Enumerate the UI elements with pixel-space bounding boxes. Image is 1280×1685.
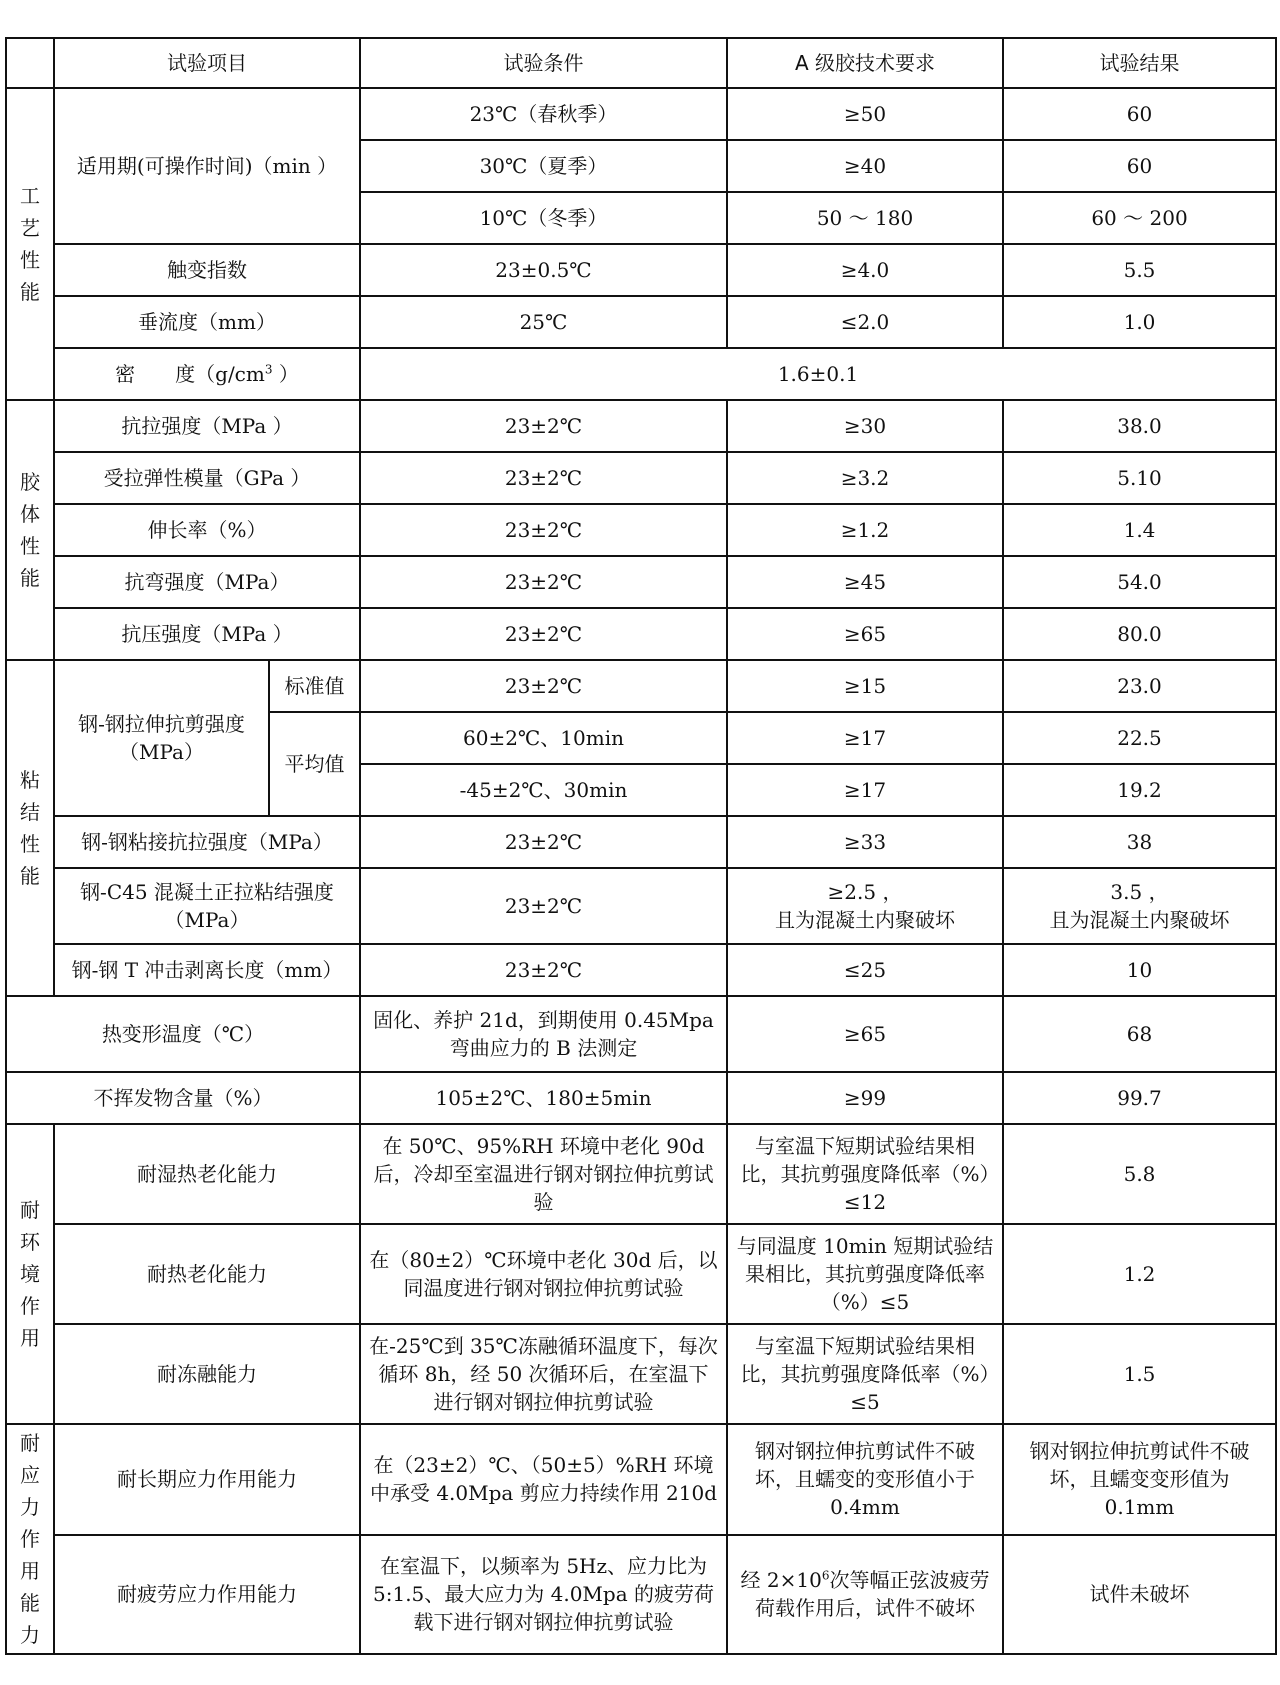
- heat-deflection-requirement: ≥65: [727, 996, 1003, 1072]
- freeze-thaw-condition: 在-25℃到 35℃冻融循环温度下，每次循环 8h，经 50 次循环后，在室温下进行钢对钢拉伸抗剪试验: [360, 1324, 727, 1424]
- long-term-requirement: 钢对钢拉伸抗剪试件不破坏，且蠕变的变形值小于 0.4mm: [727, 1424, 1003, 1535]
- shear-average-result-2: 19.2: [1003, 764, 1276, 816]
- table-row: [6, 1072, 1276, 1124]
- group-label-bond: 粘结性能: [6, 660, 54, 996]
- table-row: [6, 608, 1276, 660]
- table-row: [6, 1124, 1276, 1224]
- heat-aging-item: 耐热老化能力: [54, 1224, 360, 1324]
- group-label-environment: 耐环境作用: [6, 1124, 54, 1424]
- nonvolatile-condition: 105±2℃、180±5min: [360, 1072, 727, 1124]
- heat-deflection-condition: 固化、养护 21d，到期使用 0.45Mpa 弯曲应力的 B 法测定: [360, 996, 727, 1072]
- fatigue-result: 试件未破坏: [1003, 1535, 1276, 1654]
- modulus-result: 5.10: [1003, 452, 1276, 504]
- freeze-thaw-result: 1.5: [1003, 1324, 1276, 1424]
- table-row: [6, 660, 1276, 712]
- concrete-result: 3.5 ， 且为混凝土内聚破坏: [1003, 868, 1276, 944]
- pot-life-requirement-2: ≥40: [727, 140, 1003, 192]
- compressive-requirement: ≥65: [727, 608, 1003, 660]
- peel-condition: 23±2℃: [360, 944, 727, 996]
- fatigue-condition: 在室温下，以频率为 5Hz、应力比为 5:1.5、最大应力为 4.0Mpa 的疲劳荷载下进行钢对钢拉伸抗剪试验: [360, 1535, 727, 1654]
- elongation-item: 伸长率（%）: [54, 504, 360, 556]
- steel-tensile-requirement: ≥33: [727, 816, 1003, 868]
- shear-average-requirement-2: ≥17: [727, 764, 1003, 816]
- table-row: [6, 400, 1276, 452]
- table-row: [6, 816, 1276, 868]
- group-label-stress: 耐应力作用能力: [6, 1424, 54, 1654]
- fatigue-item: 耐疲劳应力作用能力: [54, 1535, 360, 1654]
- modulus-condition: 23±2℃: [360, 452, 727, 504]
- table-row: [6, 244, 1276, 296]
- steel-tensile-item: 钢-钢粘接抗拉强度（MPa）: [54, 816, 360, 868]
- shear-average-condition-2: -45±2℃、30min: [360, 764, 727, 816]
- peel-item: 钢-钢 T 冲击剥离长度（mm）: [54, 944, 360, 996]
- heat-aging-result: 1.2: [1003, 1224, 1276, 1324]
- bending-requirement: ≥45: [727, 556, 1003, 608]
- header-condition: 试验条件: [360, 38, 727, 88]
- table-row: [6, 1224, 1276, 1324]
- peel-result: 10: [1003, 944, 1276, 996]
- bending-condition: 23±2℃: [360, 556, 727, 608]
- fatigue-requirement: 经 $2\times 10^6$次等幅正弦波疲劳荷载作用后，试件不破坏: [727, 1535, 1003, 1654]
- shear-item: 钢-钢拉伸抗剪强度（MPa）: [54, 660, 269, 816]
- humid-aging-requirement: 与室温下短期试验结果相比，其抗剪强度降低率（%）≤12: [727, 1124, 1003, 1224]
- heat-deflection-result: 68: [1003, 996, 1276, 1072]
- shear-average-result-1: 22.5: [1003, 712, 1276, 764]
- table-row: [6, 868, 1276, 944]
- elongation-condition: 23±2℃: [360, 504, 727, 556]
- freeze-thaw-requirement: 与室温下短期试验结果相比，其抗剪强度降低率（%）≤5: [727, 1324, 1003, 1424]
- shear-average-requirement-1: ≥17: [727, 712, 1003, 764]
- concrete-item: 钢-C45 混凝土正拉粘结强度（MPa）: [54, 868, 360, 944]
- nonvolatile-requirement: ≥99: [727, 1072, 1003, 1124]
- header-blank-cell: [6, 38, 54, 88]
- pot-life-requirement-3: 50 ～ 180: [727, 192, 1003, 244]
- header-item: 试验项目: [54, 38, 360, 88]
- modulus-requirement: ≥3.2: [727, 452, 1003, 504]
- header-row: [6, 38, 1276, 88]
- compressive-result: 80.0: [1003, 608, 1276, 660]
- table-row: [6, 944, 1276, 996]
- long-term-item: 耐长期应力作用能力: [54, 1424, 360, 1535]
- freeze-thaw-item: 耐冻融能力: [54, 1324, 360, 1424]
- thixotropic-requirement: ≥4.0: [727, 244, 1003, 296]
- tensile-item: 抗拉强度（MPa ）: [54, 400, 360, 452]
- table-row: [6, 504, 1276, 556]
- table-row: [6, 1535, 1276, 1654]
- table-row: [6, 88, 1276, 140]
- heat-aging-condition: 在（80±2）℃环境中老化 30d 后，以同温度进行钢对钢拉伸抗剪试验: [360, 1224, 727, 1324]
- tensile-result: 38.0: [1003, 400, 1276, 452]
- header-result: 试验结果: [1003, 38, 1276, 88]
- table-row: [6, 348, 1276, 400]
- pot-life-result-2: 60: [1003, 140, 1276, 192]
- shear-standard-result: 23.0: [1003, 660, 1276, 712]
- humid-aging-result: 5.8: [1003, 1124, 1276, 1224]
- concrete-condition: 23±2℃: [360, 868, 727, 944]
- table-row: [6, 296, 1276, 348]
- sag-item: 垂流度（mm）: [54, 296, 360, 348]
- pot-life-condition-2: 30℃（夏季）: [360, 140, 727, 192]
- shear-standard-condition: 23±2℃: [360, 660, 727, 712]
- shear-standard-requirement: ≥15: [727, 660, 1003, 712]
- density-item: 密 度（$g/cm^3$ ）: [54, 348, 360, 400]
- heat-aging-requirement: 与同温度 10min 短期试验结果相比，其抗剪强度降低率（%）≤5: [727, 1224, 1003, 1324]
- thixotropic-condition: 23±0.5℃: [360, 244, 727, 296]
- group-label-colloid: 胶体性能: [6, 400, 54, 660]
- pot-life-condition-1: 23℃（春秋季）: [360, 88, 727, 140]
- steel-tensile-result: 38: [1003, 816, 1276, 868]
- peel-requirement: ≤25: [727, 944, 1003, 996]
- table-row: [6, 1324, 1276, 1424]
- heat-deflection-item: 热变形温度（℃）: [6, 996, 360, 1072]
- tensile-requirement: ≥30: [727, 400, 1003, 452]
- group-label-process: 工艺性能: [6, 88, 54, 400]
- pot-life-condition-3: 10℃（冬季）: [360, 192, 727, 244]
- modulus-item: 受拉弹性模量（GPa ）: [54, 452, 360, 504]
- table-row: [6, 1424, 1276, 1535]
- steel-tensile-condition: 23±2℃: [360, 816, 727, 868]
- table-row: [6, 452, 1276, 504]
- sag-requirement: ≤2.0: [727, 296, 1003, 348]
- elongation-result: 1.4: [1003, 504, 1276, 556]
- humid-aging-condition: 在 50℃、95%RH 环境中老化 90d 后，冷却至室温进行钢对钢拉伸抗剪试验: [360, 1124, 727, 1224]
- pot-life-result-3: 60 ～ 200: [1003, 192, 1276, 244]
- table-row: [6, 556, 1276, 608]
- long-term-condition: 在（23±2）℃、（50±5）%RH 环境中承受 4.0Mpa 剪应力持续作用 210d: [360, 1424, 727, 1535]
- shear-average-condition-1: 60±2℃、10min: [360, 712, 727, 764]
- pot-life-item: 适用期(可操作时间)（min ）: [54, 88, 360, 244]
- bending-item: 抗弯强度（MPa）: [54, 556, 360, 608]
- concrete-requirement: ≥2.5 ， 且为混凝土内聚破坏: [727, 868, 1003, 944]
- pot-life-result-1: 60: [1003, 88, 1276, 140]
- table-row: [6, 996, 1276, 1072]
- elongation-requirement: ≥1.2: [727, 504, 1003, 556]
- bending-result: 54.0: [1003, 556, 1276, 608]
- thixotropic-item: 触变指数: [54, 244, 360, 296]
- nonvolatile-item: 不挥发物含量（%）: [6, 1072, 360, 1124]
- sag-condition: 25℃: [360, 296, 727, 348]
- test-results-table: [5, 37, 1277, 1655]
- header-requirement: A 级胶技术要求: [727, 38, 1003, 88]
- density-value: 1.6±0.1: [360, 348, 1276, 400]
- long-term-result: 钢对钢拉伸抗剪试件不破坏，且蠕变变形值为 0.1mm: [1003, 1424, 1276, 1535]
- compressive-item: 抗压强度（MPa ）: [54, 608, 360, 660]
- pot-life-requirement-1: ≥50: [727, 88, 1003, 140]
- sag-result: 1.0: [1003, 296, 1276, 348]
- shear-standard-label: 标准值: [269, 660, 360, 712]
- thixotropic-result: 5.5: [1003, 244, 1276, 296]
- nonvolatile-result: 99.7: [1003, 1072, 1276, 1124]
- shear-average-label: 平均值: [269, 712, 360, 816]
- tensile-condition: 23±2℃: [360, 400, 727, 452]
- humid-aging-item: 耐湿热老化能力: [54, 1124, 360, 1224]
- compressive-condition: 23±2℃: [360, 608, 727, 660]
